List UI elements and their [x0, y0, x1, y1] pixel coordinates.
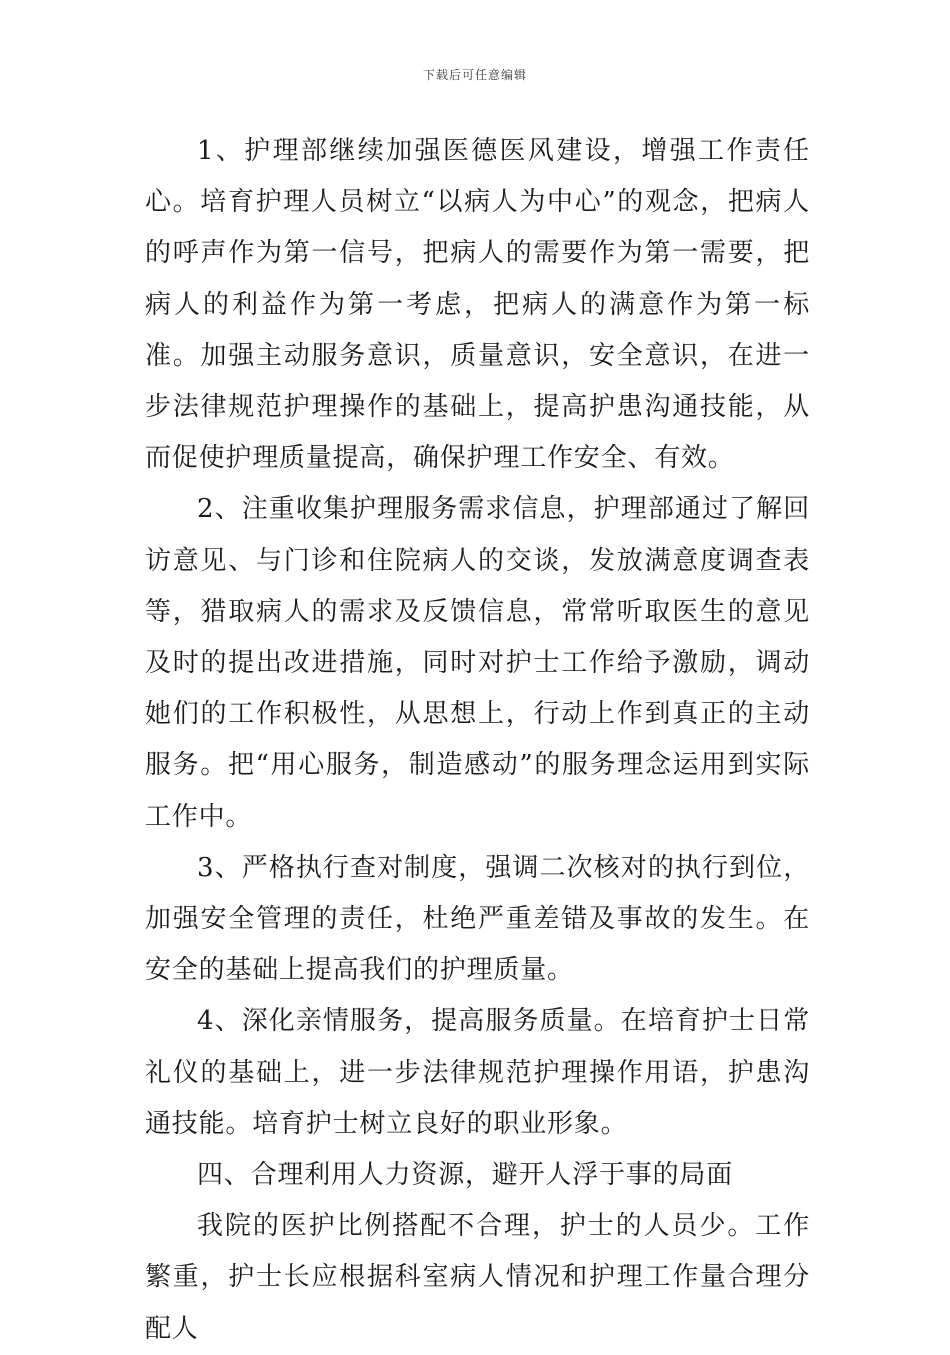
paragraph-1: 1、护理部继续加强医德医风建设，增强工作责任心。培育护理人员树立“以病人为中心”的观念，把病人的呼声作为第一信号，把病人的需要作为第一需要，把病人的利益作为第一考虑，把病人的满意作为第一标准。加强主动服务意识，质量意识，安全意识，在进一步法律规范护理操作的基础上，提高护患沟通技能，从而促使护理质量提高，确保护理工作安全、有效。: [145, 136, 810, 474]
paragraph-4: 4、深化亲情服务，提高服务质量。在培育护士日常礼仪的基础上，进一步法律规范护理操作用语，护患沟通技能。培育护士树立良好的职业形象。: [145, 1006, 810, 1139]
paragraph-2: 2、注重收集护理服务需求信息，护理部通过了解回访意见、与门诊和住院病人的交谈，发放满意度调查表等，猎取病人的需求及反馈信息，常常听取医生的意见及时的提出改进措施，同时对护士工作给予激励，调动她们的工作积极性，从思想上，行动上作到真正的主动服务。把“用心服务，制造感动”的服务理念运用到实际工作中。: [145, 494, 810, 832]
document-body: [145, 126, 810, 1355]
paragraph-5: 我院的医护比例搭配不合理，护士的人员少。工作繁重，护士长应根据科室病人情况和护理工作量合理分配人: [145, 1211, 810, 1344]
page-header-note: 下载后可任意编辑: [422, 68, 527, 82]
paragraph-3: 3、严格执行查对制度，强调二次核对的执行到位，加强安全管理的责任，杜绝严重差错及事故的发生。在安全的基础上提高我们的护理质量。: [145, 852, 810, 986]
section-heading: 四、合理利用人力资源，避开人浮于事的局面: [197, 1160, 734, 1191]
